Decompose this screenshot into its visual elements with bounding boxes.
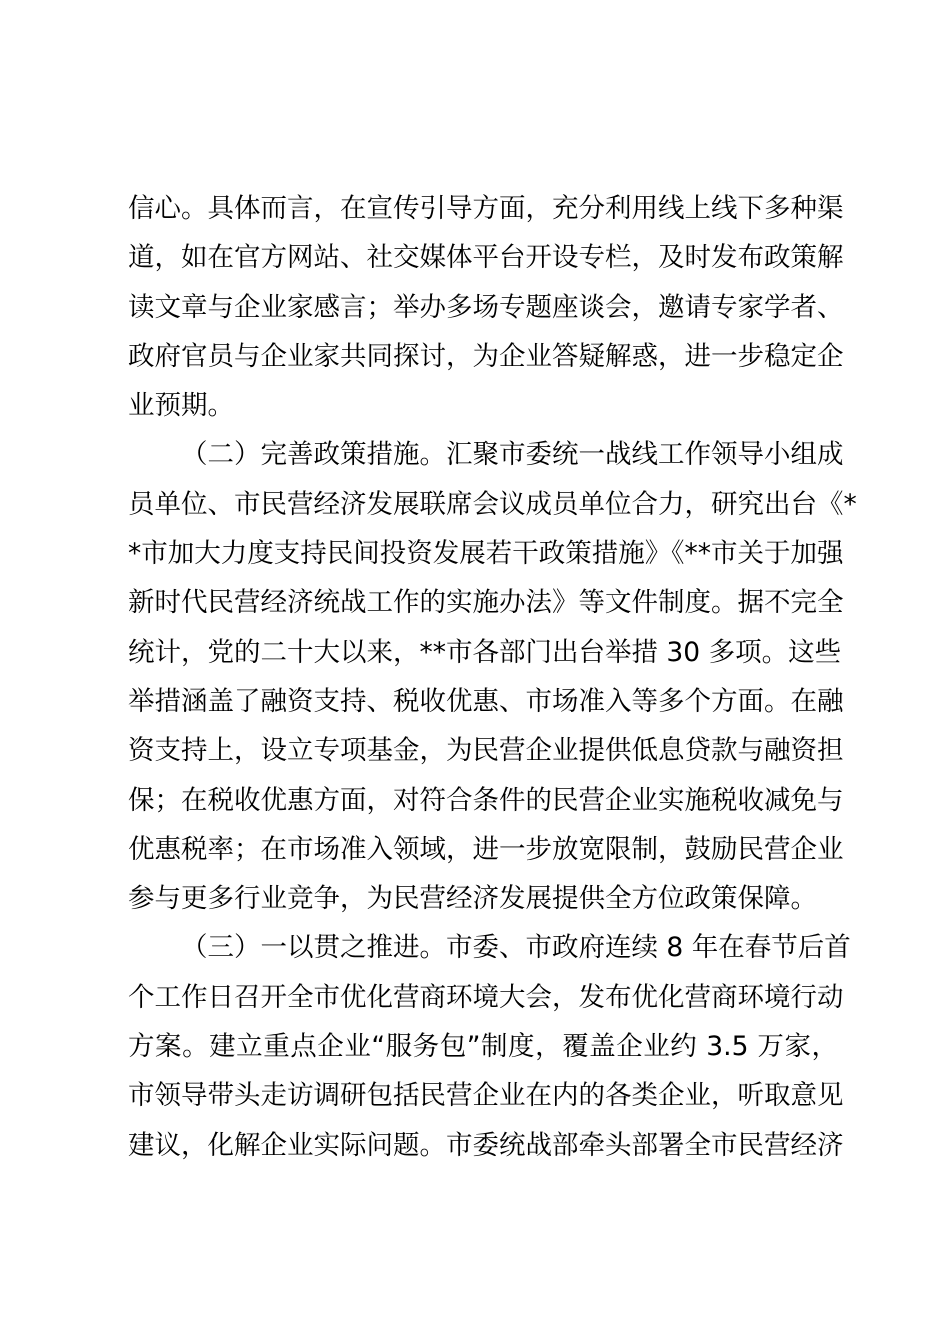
text-line: 统计，党的二十大以来，**市各部门出台举措 30 多项。这些 [128,636,842,668]
text-line: *市加大力度支持民间投资发展若干政策措施》《**市关于加强 [128,538,844,570]
text-line: 读文章与企业家感言；举办多场专题座谈会，邀请专家学者、 [128,291,844,323]
body-text [128,184,857,1170]
text-line: 保；在税收优惠方面，对符合条件的民营企业实施税收减免与 [128,784,844,816]
text-line: 信心。具体而言，在宣传引导方面，充分利用线上线下多种渠 [128,193,844,224]
text-line-paragraph-end: 参与更多行业竞争，为民营经济发展提供全方位政策保障。 [128,883,817,915]
text-line: 政府官员与企业家共同探讨，为企业答疑解惑，进一步稳定企 [128,340,844,372]
text-line: 优惠税率；在市场准入领域，进一步放宽限制，鼓励民营企业 [128,833,844,865]
text-line: 道，如在官方网站、社交媒体平台开设专栏，及时发布政策解 [128,242,844,274]
text-line: 建议，化解企业实际问题。市委统战部牵头部署全市民营经济 [128,1129,844,1161]
text-line: 举措涵盖了融资支持、税收优惠、市场准入等多个方面。在融 [128,685,844,717]
text-line-paragraph-end: 业预期。 [128,390,234,422]
text-line-paragraph-start: （二）完善政策措施。汇聚市委统一战线工作领导小组成 [181,439,844,471]
text-line: 方案。建立重点企业“服务包”制度，覆盖企业约 3.5 万家， [128,1031,838,1063]
text-line: 新时代民营经济统战工作的实施办法》等文件制度。据不完全 [128,587,844,619]
text-line: 市领导带头走访调研包括民营企业在内的各类企业，听取意见 [128,1080,844,1112]
text-line: 个工作日召开全市优化营商环境大会，发布优化营商环境行动 [128,981,844,1013]
text-line: 资支持上，设立专项基金，为民营企业提供低息贷款与融资担 [128,735,844,767]
text-line-paragraph-start: （三）一以贯之推进。市委、市政府连续 8 年在春节后首 [181,932,851,964]
text-line: 员单位、市民营经济发展联席会议成员单位合力，研究出台《* [128,488,857,520]
